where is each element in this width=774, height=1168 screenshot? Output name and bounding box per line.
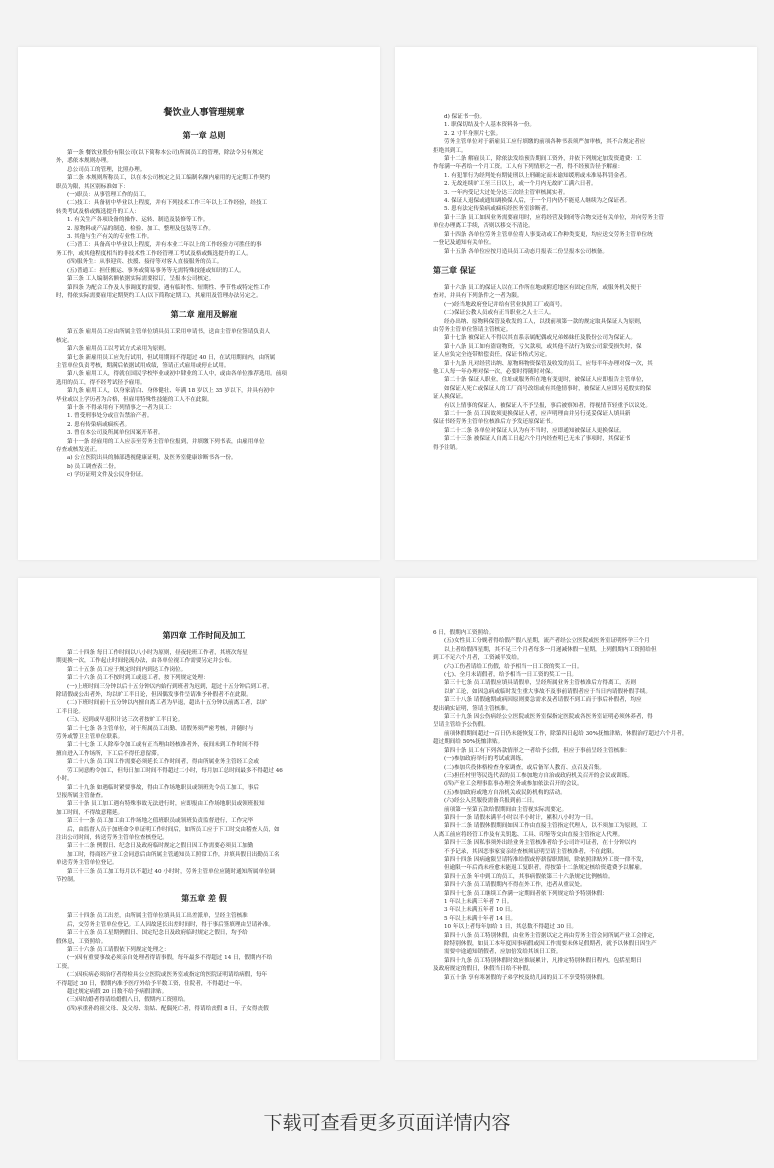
section-gap bbox=[56, 884, 352, 893]
text-line: 2. 2 寸半身照片七张。 bbox=[444, 130, 502, 137]
text-line: 前项休假期间超过一百日仍未能恢复工作，除第四日起给 30%抚恤津贴，休假治疗超过六个月者， bbox=[444, 730, 688, 737]
page-2-content bbox=[433, 113, 729, 452]
text-line: 第十五条 各单位应按月造具员工动态月报表二份呈报本公司核备。 bbox=[444, 248, 608, 255]
text-line: 他工人每一年办理对保一次，必要时得随时对保。 bbox=[433, 368, 557, 375]
text-line: (六)经公入营服役需备兵报到前二日。 bbox=[444, 798, 538, 805]
text-line: 2. 无故连续旷工至三日以上，或一个月内无故旷工满六日者。 bbox=[444, 181, 597, 188]
text-line: 擅自进入工作场所，下工后不得任意留滞。 bbox=[56, 750, 163, 757]
text-line: 工资。 bbox=[56, 963, 73, 970]
text-line: 后，交劳务主管单位登记。工人因故延长出差时间时，得于事后签填理由呈请补准。 bbox=[67, 921, 274, 928]
text-line: (三)、迟到或早退积计达三次者按旷工半日论。 bbox=[67, 717, 184, 724]
text-line: 保证书经劳务主管单位核准后方予发还原保证书。 bbox=[433, 419, 557, 426]
text-line: 第六条 雇用员工以考试方式录用为原则。 bbox=[67, 346, 170, 353]
download-more-caption[interactable]: 下载可查看更多页面详情内容 bbox=[263, 1112, 511, 1134]
text-line: 经办出纳、原物料保管及收发的工人，以找前项第一款的规定取具保证人为原则， bbox=[444, 318, 646, 325]
text-line: 节控制。 bbox=[56, 876, 79, 883]
text-line: 假休息，工资照给。 bbox=[56, 938, 107, 945]
text-line: 第五条 雇用员工应由所属主管单位填具员工采用申请书，送由主管单位签请负责人 bbox=[67, 329, 271, 336]
text-line: 第十七条 被保证人不得以其直系亲属配偶或兄弟姊妹任及股份公司为保证人。 bbox=[444, 335, 636, 342]
text-line: 选用的员工，得不经考试径予雇用。 bbox=[56, 379, 146, 386]
chapter-heading: 第五章 差 假 bbox=[181, 893, 227, 904]
text-line: 超过期间给 50%抚恤津贴。 bbox=[433, 739, 504, 746]
text-line: 提出确实证明，签请主管核准。 bbox=[433, 705, 512, 712]
text-line: 除特别休假，如员工本年度因事病假或因工作需要未休足假期者，就予以休假日因生产 bbox=[444, 941, 657, 948]
text-line: 拒绝其到工。 bbox=[433, 147, 467, 154]
text-line: 劳务主管单位对于新雇员工应行填缴的前项各种书表须严加审核，其不合规定者应 bbox=[444, 139, 646, 146]
text-line: 第十四条 各单位劳务主管单位将人事变动或工作种类变更，均应送交劳务主管单位统 bbox=[444, 231, 653, 238]
text-line: 第二十五条 员工应于规定时间内到达工作岗位。 bbox=[67, 666, 187, 673]
chapter-heading: 第三章 保证 bbox=[433, 264, 476, 275]
text-line: 第二十四条 每日工作时间以八小时为原则，昼夜轮班工作者，其班次每星 bbox=[67, 650, 248, 656]
text-line: 第九条 雇用工人，以身家清白、身体健壮、年满 18 岁以上 35 岁以下，并具有初中 bbox=[67, 388, 275, 395]
text-line: 作每满一年者给一个月工资。工人有下列情形之一者，得不经预告径予解雇： bbox=[433, 164, 624, 171]
text-line: 加工时间，不得故意稽延。 bbox=[56, 809, 124, 816]
text-line: 第二十六条 员工不按时到工或退工者，按下列规定处理： bbox=[67, 675, 209, 682]
chapter-heading: 第四章 工作时间及加工 bbox=[162, 630, 246, 640]
text-line: (五)普通工：担任搬运、事务或简易事务等无需特殊技能或知识的工人。 bbox=[67, 267, 245, 274]
page-1-content bbox=[56, 105, 352, 480]
text-line: 期更换一次，工作起止时间轮流办法，由各单位视工作需要另定并公布。 bbox=[56, 658, 236, 665]
text-line: 第三十条 员工加工遇有特殊事故无法进行时，应即报由工作场地职员或领班报知 bbox=[67, 801, 265, 808]
text-line: 第十二条 解雇员工，除依法发给预告期间工资外，并依下列规定加发资遣费：工 bbox=[444, 156, 642, 163]
text-line: 第二十九条 如遇临时紧要事故，得由工作场地职员或领班先令员工加工，事后 bbox=[67, 784, 259, 791]
text-line: 3. 一年内受记大过处分达三次经主管审核属实者。 bbox=[444, 189, 569, 196]
text-line: 呈报所属主管备查。 bbox=[56, 792, 107, 799]
text-line: (二)参加兵役体格检查身家调查，或后备军人教育、点召及召集。 bbox=[444, 764, 605, 771]
document-title: 餐饮业人事管理规章 bbox=[163, 108, 245, 118]
text-line: 1. 职保切结及个人基本资料各一份。 bbox=[444, 122, 536, 129]
text-line: 第四十四条 因病逾限呈请特准给假或停薪留职期间，除依照津贴外工资一律不发， bbox=[444, 856, 648, 863]
text-line: (五)参加政府或地方自治机关或民防机构的活动。 bbox=[444, 789, 566, 796]
text-line: d) 保证书一份。 bbox=[444, 114, 486, 120]
document-page-4 bbox=[395, 578, 757, 1060]
text-line: 主管单位负责考核，期满后依据试用成绩，签请正式雇用或停止试用。 bbox=[56, 362, 230, 369]
text-line: 第三十三条 员工加工每月以不超过 40 小时时，劳务主管单位应随时通知所属单位调 bbox=[67, 868, 276, 875]
text-line: 第三十一条 员工加工由工作场地之值班职员或领班负责监督进行，工作完毕 bbox=[67, 818, 254, 825]
text-line: (四)承重孙的祖父母、及父母、翁姑、配偶死亡者，得请给丧假 8 日，子女得丧假 bbox=[67, 1005, 269, 1012]
text-line: 第五十条 享有寒暑假的子弟学校及幼儿园的员工不享受特别休假。 bbox=[444, 974, 608, 981]
text-line: 第十六条 员工的保证人以在工作所在地或附近地区有固定住所，或服务机关便于 bbox=[444, 284, 642, 291]
text-line: 第三十七条 员工请假应填具请假单，呈经所属业务主管核准后方得离工，否则 bbox=[444, 680, 636, 687]
text-line: 第二十一条 员工因故须更换保证人者，应声明理由并另行觅妥保证人填具新 bbox=[444, 411, 631, 417]
text-line: 总公司员工的管理，比照办理。 bbox=[67, 166, 146, 173]
text-line: 第十条 不得录用有下列情事之一者为员工： bbox=[67, 404, 176, 411]
text-line: 第二十条 保证人职业，住址或服务所在地有变更时，被保证人应即报告主管单位， bbox=[444, 377, 648, 384]
text-line: 到工不足六个月者，工资减半发给。 bbox=[433, 655, 523, 662]
text-line: 有以上情事的保证人，被保证人不予呈报，事后被察知者，得视情节轻重予以议处。 bbox=[444, 402, 651, 409]
text-line: 3. 曾在本公司及所属单位因案开革者。 bbox=[67, 430, 164, 437]
chapter-heading: 第一章 总则 bbox=[182, 130, 226, 140]
text-line: 第十九条 凡对经营出纳、原物料物资保管及收发的员工，应每半年办理对保一次，其 bbox=[444, 360, 653, 367]
text-line: 第二十三条 被保证人自离工日起六个月内经查明已无未了事项时，其保证书 bbox=[444, 436, 631, 443]
text-line: 第四十五条 年中到工的员工，其事病假依第三十六条规定比例核给。 bbox=[444, 873, 614, 880]
text-line: (一)参加政府举行的考试或训练。 bbox=[444, 756, 527, 763]
text-line: 1. 曾受刑事处分或宣告禁治产者。 bbox=[67, 413, 153, 420]
text-line: (六)工伤者请给工伤假，给予相当一日工资的奖工一日。 bbox=[444, 663, 583, 670]
text-line: 单位办理离工手续，否则以移交不清论。 bbox=[433, 223, 534, 230]
text-line: 证人应负完全连带赔偿责任，保证书格式另定。 bbox=[433, 352, 551, 359]
text-line: 证人换保证。 bbox=[433, 394, 467, 401]
text-line: (一)上班时间三分钟以后十五分钟以内始行到班者为迟到，超过十五分钟后到工者， bbox=[67, 683, 273, 690]
text-line: 第三十八条 请假逾期或病因原则要急需求及者请假不到工而于事后补假者，均应 bbox=[444, 697, 642, 704]
text-line: a) 公立医院出具的肺部透视健康证明，及医务室健康诊断书各一份。 bbox=[67, 455, 237, 462]
text-line: 第一条 餐饮业股份有限公司(以下简称本公司)所属员工的管理，除法令另有规定 bbox=[67, 150, 264, 156]
text-line: 1 年以上未满三年者 7 日。 bbox=[444, 899, 513, 905]
text-line: 小时。 bbox=[56, 776, 73, 783]
text-line: 第七条 新雇用员工应先行试用，但试用期间不得超过 40 日，在试用期间内，由所属 bbox=[67, 354, 276, 361]
text-line: (五)女性员工分娩者得给假产假八星期，流产者经公立医院或医务室证明怀孕三个月 bbox=[444, 638, 650, 645]
text-line: 转类考试及格或甄选提升的工人： bbox=[56, 208, 140, 215]
text-line: 第四十八条 员工特别休假，由业务主管据以定之再由劳务主管会同所属产业工会排定， bbox=[444, 932, 659, 939]
text-line: 第四十条 员工有下列各款情形之一者给予公假，但应于事前呈经主管核准： bbox=[444, 747, 631, 754]
text-line: 1. 有关生产各项设备的操作、运转、制造及装修等工作。 bbox=[67, 217, 209, 224]
text-line: (四)产业工会理事监事办理会务或参加依法召开的会议。 bbox=[444, 781, 583, 788]
text-line: 后，由监督人员于加班命令单证明工作时间后，如所员工应于下工时交由稽查人员，如 bbox=[67, 826, 280, 833]
document-page-1 bbox=[18, 47, 380, 560]
text-line: 但逾限一年后尚未痊愈未能返工复职者，得按第十二条规定核给资遣费予以解雇。 bbox=[444, 865, 646, 872]
text-line: 第四十七条 员工继续工作满一定期间者依下列规定给予特别休假： bbox=[444, 890, 608, 897]
page-3-content bbox=[56, 630, 352, 1013]
text-line: 5. 患有法定传染病或痼疾经医务室诊断者。 bbox=[444, 206, 552, 213]
text-line: (二)保证公教人员或有正当职业之人士三人。 bbox=[444, 310, 555, 317]
text-line: 外，悉依本规则办理。 bbox=[56, 158, 112, 165]
document-page-3 bbox=[18, 578, 380, 1060]
text-line: 第三十二条 例假日、纪念日及政府临时规定之假日因工作需要必须员工加勤 bbox=[67, 843, 254, 850]
text-line: 核定。 bbox=[56, 337, 73, 344]
text-line: b) 员工调查表二份。 bbox=[67, 463, 120, 470]
text-line: 不得超过 30 日，假期内准予医疗外给予半数工资，住院者，不得超过一年。 bbox=[56, 980, 246, 987]
text-line: 5 年以上未满十年者 14 日。 bbox=[444, 915, 516, 922]
text-line: 存查或核发送正。 bbox=[56, 447, 101, 453]
text-line: 第三条 工人编制名额依据实际需要拟订，呈报本公司核定。 bbox=[67, 276, 215, 283]
text-line: 以旷工论，如因急病或临时发生重大事故不及事前请假者应于当日内请假补假手续。 bbox=[444, 688, 651, 695]
text-line: 第四条 为配合工作及人事调度的需要，遇有临时性、短期性、季节性或特定性工作 bbox=[67, 284, 271, 291]
text-line: 第二条 本规则所称员工，以在本公司核定之员工编制名额内雇用的无定期工作契约 bbox=[67, 175, 271, 182]
text-line: 第三十九条 因公伤病经公立医院或医务室保指定医院或各医务室证明必须休养者，得 bbox=[444, 714, 653, 721]
text-line: (一)职员：从事管理工作的员工。 bbox=[67, 192, 150, 199]
text-line: 第十八条 员工如有盗窃物资，亏欠款项，或其他不法行为致公司蒙受损失时，保 bbox=[444, 343, 642, 350]
text-line: (七)、全月未请假者，给予相当一日工资的奖工一日。 bbox=[444, 672, 578, 679]
text-line: 查对，并具有下列条件之一者为限。 bbox=[433, 293, 523, 300]
text-line: 职员为限，其区别标准如下： bbox=[56, 183, 129, 190]
text-line: (二)下班时间前十五分钟以内擅自离工者为早退，超出十五分钟以前离工者，以旷 bbox=[67, 700, 268, 707]
text-line: 第四十三条 因私事须外出经业务主管核准者给予公司许可证者，在十分钟以内 bbox=[444, 840, 636, 847]
text-line: (一)经当地政府登记并给有营业执照工厂或商号。 bbox=[444, 301, 566, 308]
text-line: 2. 患有传染病或痼疾者。 bbox=[67, 421, 131, 428]
text-line: 工半日论。 bbox=[56, 708, 84, 715]
chapter-heading: 第二章 雇用及解雇 bbox=[170, 309, 238, 320]
text-line: (一)因有重要事故必须亲自处理者得请事假，每年最多不得超过 14 日，假期内不给 bbox=[67, 955, 273, 962]
section-gap bbox=[433, 256, 729, 265]
text-line: 第八条 雇用工人，得就在国民学校毕业或初中肄业的工人中，或由各单位推荐选用。前项 bbox=[67, 371, 287, 378]
text-line: 6 日，假期内工资照给。 bbox=[433, 630, 495, 636]
text-line: (三)因结婚者得请给婚假八日，假期内工资照给。 bbox=[67, 997, 189, 1004]
text-line: 10 年以上者每年加给 1 日，其总数不得超过 30 日。 bbox=[444, 924, 577, 931]
text-line: 劳务或警卫主管单位联系。 bbox=[56, 734, 124, 741]
section-gap bbox=[56, 300, 352, 309]
text-line: 第四十一条 请假未满半小时以半小时计，累积八小时为一日。 bbox=[444, 814, 597, 821]
text-line: 1. 有犯罪行为经判处有期徒刑以上刑确定而未谕知缓刑或未准易科罚金者。 bbox=[444, 172, 631, 179]
text-line: 第十三条 员工如因业务需要雇用时，应将经营及倒闭等合物交还有关单位，并向劳务主管 bbox=[444, 214, 664, 221]
text-line: 3. 其他与生产有关的专业性工作。 bbox=[67, 234, 153, 241]
text-line: 务工作，或其他程度相当的非技术性工作经管理工考试及格或甄选提升的工人。 bbox=[56, 250, 252, 257]
text-line: 超过规定病假 20 日数不给予病假津贴。 bbox=[67, 989, 168, 996]
text-line: 第四十九条 员工特别休假时效应推展累计，凡排定特别休假日程内，包括星期日 bbox=[444, 957, 642, 964]
text-line: 需要中途通知销假者，应加倍发给其该日工资。 bbox=[444, 949, 562, 956]
text-line: 以上者给假四星期，其不足三个月者每多一月递减休假一星期，上列假期内工资照给但 bbox=[444, 646, 657, 653]
text-line: 2. 原物料或产品的制造、检验、加工、整理及包装等工作。 bbox=[67, 225, 214, 232]
text-line: 不予记录，其因恋事家宴亲经查核须证明呈请主管核准者，不在此限。 bbox=[444, 848, 618, 855]
text-line: (二)技工：具备初中毕业以上程度，并有下列技术工作三年以上工作经验，经技工 bbox=[67, 200, 268, 207]
text-line: 前项第一至第五款给假期间由主管视实际需要定。 bbox=[444, 806, 568, 813]
text-line: 一登记及通知有关单位。 bbox=[433, 240, 495, 247]
text-line: 第二十七条 各主管单位，对于所属员工出勤、请假务须严密考核，并随时与 bbox=[67, 725, 254, 732]
text-line: 4. 保证人退保或通知调换保人后，于一个月内仍不能觅人继续为之保证者。 bbox=[444, 198, 631, 205]
text-line: 除请假或公出者外，均以旷工半日论，但因偶发事件呈请准予补假者不在此限。 bbox=[56, 692, 252, 699]
text-line: 第四十六条 员工请假期内不得在外工作，违者从重议处。 bbox=[444, 882, 586, 889]
text-line: 第十一条 经雇用的工人应亲至劳务主管单位报到，并填缴下列书表，由雇用单位 bbox=[67, 438, 265, 445]
text-line: 时，得依实际需要雇用定期契约工人(以下简称定期工)，其雇用及管理办法另定之。 bbox=[56, 292, 262, 299]
text-line: 第三十六条 员工请假依下列规定处理之： bbox=[67, 947, 170, 953]
text-line: (四)服务生：从事迎宾、扶援、接待等对客人直接服务的员工。 bbox=[67, 259, 223, 266]
text-line: 得予注销。 bbox=[433, 444, 461, 451]
page-4-content bbox=[433, 629, 729, 982]
text-line: 单送劳务主管单位登记。 bbox=[56, 860, 118, 867]
text-line: (二)因疾病必须治疗者得检具公立医院或医务室或指定的医院证明请给病假，每年 bbox=[67, 972, 268, 979]
document-page-2 bbox=[395, 47, 757, 560]
text-line: (三)担任村里等民选代表的员工参加地方自治或政府机关召开的会议或训练。 bbox=[444, 772, 633, 779]
text-line: 第二十七条 工人除奉令加工或有正当理由经核准者外，夜间未到工作时间不得 bbox=[67, 742, 259, 749]
text-line: 人离工前应将经管工作及有关钥匙、工具、印鉴等交由直接主管指定人代理。 bbox=[433, 831, 624, 838]
text-line: c) 学历证明文件及公民身份证。 bbox=[67, 472, 147, 479]
text-line: 第三十四条 员工出差，由所属主管单位填具员工出差派单，呈经主管核准 bbox=[67, 913, 248, 920]
text-line: 第二十八条 员工因工作需要必须延长工作时间者，得由所属业务主管经工会或 bbox=[67, 759, 259, 766]
text-line: 呈请主管给予公伤假。 bbox=[433, 722, 489, 729]
text-line: 及政府规定的假日，休假当日给不补假。 bbox=[433, 966, 534, 973]
text-line: (三)普工：具备高中毕业以上程度，并有本业二年以上的工作经验方可胜任的事 bbox=[67, 242, 262, 249]
text-line: 3 年以上未满五年者 10 日。 bbox=[444, 907, 516, 914]
text-line: 劳工同意酌令加工，但每日加工时间不得超过二小时，每月加工总时间最多不得超过 46 bbox=[67, 767, 283, 774]
text-line: 第四十二条 请假休假期间如因工作由直接主管指定代理人，以不须加工为原则，工 bbox=[444, 823, 648, 830]
text-line: 加工时，得商经产业工会同意后由所属主管通知员工照常工作，并填具假日出勤员工名 bbox=[67, 851, 280, 858]
text-line: 第二十二条 各单位对保证人认为有不当时，应即通知被保证人更换保证。 bbox=[444, 427, 625, 434]
text-line: 毕业或以上学历者为合格，但雇用特殊性技能的工人不在此限。 bbox=[56, 396, 213, 403]
text-line: 注出公司时间，转送劳务主管单位查核登记。 bbox=[56, 834, 168, 841]
text-line: 如保证人死亡或保证人的工厂商号改组或有其他情事时，被保证人应即另觅殷实的保 bbox=[444, 385, 651, 392]
text-line: 由劳务主管单位签请主管核定。 bbox=[433, 326, 512, 333]
text-line: 第三十五条 员工星期例假日、国定纪念日及政府临时规定之假日，均予给 bbox=[67, 930, 248, 937]
